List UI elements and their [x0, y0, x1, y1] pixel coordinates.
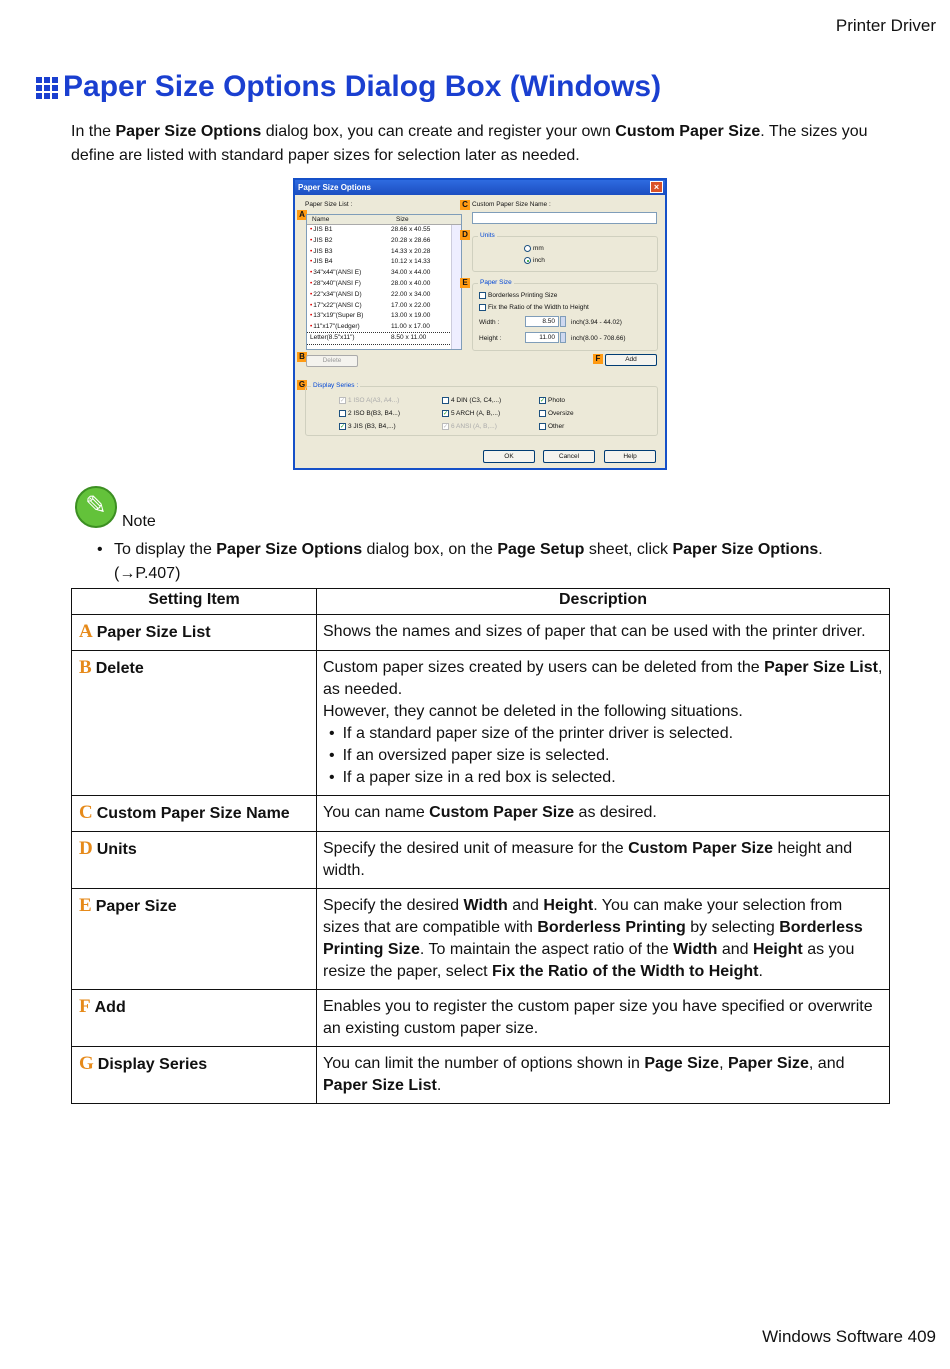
- item-name: Paper Size List: [96, 624, 211, 641]
- item-cell: [72, 651, 317, 796]
- list-item-size: 14.33 x 20.28: [391, 247, 431, 255]
- note-label: Note: [122, 513, 156, 530]
- delete-button[interactable]: Delete: [306, 355, 358, 367]
- note-span: .: [818, 541, 823, 558]
- list-item-size: 13.00 x 19.00: [391, 312, 431, 320]
- col-setting-item: Setting Item: [72, 589, 317, 615]
- settings-table: [71, 588, 890, 1104]
- desc-bold: Height: [752, 941, 803, 958]
- item-cell: [72, 796, 317, 832]
- paper-size-group: [472, 279, 658, 351]
- checkbox-icon: [479, 292, 486, 299]
- item-name: Custom Paper Size Name: [96, 805, 290, 822]
- series-label: 1 ISO A(A3, A4...): [348, 397, 400, 405]
- paper-size-options-dialog: [293, 178, 667, 470]
- desc-span: by selecting: [685, 919, 780, 936]
- note-text: [97, 538, 897, 586]
- intro-text: In the: [71, 123, 116, 140]
- col-description: Description: [317, 589, 890, 615]
- desc-line: However, they cannot be deleted in the following situations.: [323, 703, 743, 720]
- desc-span: Custom paper sizes created by users can be deleted from the: [323, 659, 765, 676]
- desc-cell: [317, 889, 890, 990]
- checkbox-icon: [539, 410, 546, 417]
- page-footer: Windows Software 409: [762, 1327, 936, 1346]
- red-dot-icon: •: [310, 226, 313, 233]
- marker-g: G: [298, 380, 306, 389]
- running-header: Printer Driver: [835, 16, 936, 35]
- list-item-name-text: 28"x40"(ANSI F): [313, 279, 361, 287]
- marker-f: F: [593, 354, 603, 364]
- desc-span: , and: [808, 1055, 845, 1072]
- desc-bold: Paper Size List: [764, 659, 878, 676]
- item-cell: [72, 832, 317, 889]
- list-item-name-text: Letter(8.5"x11"): [310, 333, 355, 341]
- desc-cell: [317, 651, 890, 796]
- checkbox-icon: [442, 397, 449, 404]
- list-item-size: 28.66 x 40.55: [391, 226, 431, 233]
- custom-name-label: Custom Paper Size Name :: [472, 201, 551, 208]
- note-pencil-icon: [75, 486, 117, 528]
- desc-span: . To maintain the aspect ratio of the: [419, 941, 674, 958]
- desc-bold: Height: [543, 897, 594, 914]
- list-item-size: 34.00 x 44.00: [391, 269, 431, 277]
- desc-span: ,: [719, 1055, 728, 1072]
- table-row: [72, 796, 890, 832]
- list-item-name: [307, 225, 391, 236]
- close-icon[interactable]: ×: [650, 181, 663, 193]
- desc-bold: Width: [463, 897, 508, 914]
- note-bold: Paper Size Options: [672, 541, 819, 558]
- list-item-size: 11.00 x 17.00: [391, 323, 430, 331]
- series-checkbox[interactable]: [442, 397, 501, 404]
- desc-cell: Enables you to register the custom paper size you have specified or overwrite an existing custom paper size.: [317, 990, 890, 1047]
- marker-d: D: [460, 230, 470, 240]
- page-title-row: [36, 70, 661, 104]
- desc-cell: Shows the names and sizes of paper that can be used with the printer driver.: [317, 615, 890, 651]
- list-item-name-text: JIS B3: [313, 247, 333, 255]
- intro-bold: Custom Paper Size: [615, 123, 761, 140]
- series-label: 2 ISO B(B3, B4...): [348, 410, 401, 418]
- item-name: Add: [94, 999, 126, 1016]
- list-item-name: [307, 311, 391, 322]
- checkbox-icon: ✓: [443, 424, 449, 430]
- note-span: dialog box, on the: [362, 541, 498, 558]
- item-letter: E: [79, 895, 92, 916]
- list-item-name: [307, 279, 391, 290]
- list-item-name-text: JIS B2: [313, 236, 333, 244]
- note-bold: Paper Size Options: [216, 541, 363, 558]
- desc-cell: [317, 1047, 890, 1104]
- checkbox-icon: ✓: [443, 411, 449, 417]
- series-label: 3 JIS (B3, B4,...): [348, 423, 396, 431]
- desc-bold: Paper Size List: [323, 1077, 437, 1094]
- cancel-button[interactable]: Cancel: [543, 450, 595, 463]
- series-checkbox[interactable]: [442, 423, 497, 430]
- desc-bold: Borderless Printing: [537, 919, 686, 936]
- list-item[interactable]: [307, 279, 461, 290]
- desc-span: and: [507, 897, 544, 914]
- series-checkbox[interactable]: [442, 410, 500, 417]
- desc-line: [323, 657, 883, 701]
- checkbox-icon: ✓: [340, 398, 346, 404]
- intro-text: . The sizes you define are listed with standard paper sizes for selection later as needed.: [71, 123, 868, 164]
- unit-inch-radio[interactable]: [524, 257, 545, 264]
- table-row: [72, 832, 890, 889]
- desc-span: Specify the desired unit of measure for the: [323, 840, 629, 857]
- height-input[interactable]: 11.00: [525, 332, 559, 343]
- intro-bold: Paper Size Options: [115, 123, 262, 140]
- desc-span: . You can make your selection from sizes that are compatible with: [323, 897, 843, 936]
- item-name: Delete: [95, 660, 144, 677]
- checkbox-icon: [339, 410, 346, 417]
- borderless-label: Borderless Printing Size: [488, 292, 558, 300]
- list-item-size: 8.50 x 11.00: [391, 333, 427, 341]
- list-item[interactable]: [307, 290, 461, 301]
- red-dot-icon: •: [310, 247, 313, 255]
- marker-a: A: [297, 210, 307, 220]
- fix-ratio-checkbox[interactable]: [479, 304, 589, 311]
- series-checkbox[interactable]: [339, 410, 400, 417]
- table-row: [72, 990, 890, 1047]
- display-series-group: [305, 382, 658, 436]
- list-item-name: [307, 257, 391, 268]
- radio-icon: [524, 245, 531, 252]
- width-label: Width :: [479, 319, 500, 326]
- note-page-ref: (→P.407): [114, 565, 181, 582]
- page-title: Paper Size Options Dialog Box (Windows): [63, 70, 662, 103]
- desc-bold: Borderless Printing Size: [323, 919, 863, 958]
- list-item[interactable]: [307, 333, 461, 344]
- desc-span: height and width.: [323, 840, 853, 879]
- marker-e: E: [460, 278, 470, 288]
- item-cell: [72, 1047, 317, 1104]
- desc-span: .: [758, 963, 763, 980]
- series-checkbox[interactable]: [539, 397, 565, 404]
- table-row: [72, 651, 890, 796]
- desc-bold: Custom Paper Size: [628, 840, 773, 857]
- desc-bullet: • If an oversized paper size is selected.: [323, 745, 883, 767]
- list-item-name: [307, 333, 391, 344]
- red-dot-icon: •: [310, 236, 313, 244]
- unit-inch-label: inch: [533, 257, 545, 265]
- item-cell: [72, 889, 317, 990]
- paper-size-list[interactable]: [306, 214, 462, 350]
- list-item-name: [307, 236, 391, 247]
- list-item-name: [307, 268, 391, 279]
- note-span: sheet, click: [584, 541, 673, 558]
- red-dot-icon: •: [310, 312, 313, 320]
- desc-bold: Custom Paper Size: [429, 804, 575, 821]
- height-spinner-icon[interactable]: [560, 332, 566, 343]
- unit-mm-radio[interactable]: [524, 245, 544, 252]
- red-dot-icon: •: [310, 279, 313, 287]
- desc-cell: [317, 832, 890, 889]
- section-grid-icon: [36, 77, 58, 99]
- borderless-checkbox[interactable]: [479, 292, 557, 299]
- units-group: [472, 232, 658, 272]
- item-name: Units: [96, 841, 137, 858]
- item-letter: D: [79, 838, 93, 859]
- series-label: 4 DIN (C3, C4,...): [451, 397, 502, 405]
- note-bold: Page Setup: [497, 541, 585, 558]
- desc-bold: Width: [673, 941, 718, 958]
- height-range: inch(8.00 - 708.66): [571, 335, 626, 342]
- help-button[interactable]: Help: [604, 450, 656, 463]
- list-item[interactable]: [307, 301, 461, 312]
- list-item-name-text: JIS B4: [313, 258, 333, 266]
- list-item-name: [307, 322, 391, 333]
- table-row: [72, 889, 890, 990]
- checkbox-icon: ✓: [340, 424, 346, 430]
- red-dot-icon: •: [310, 323, 313, 331]
- radio-icon: [524, 257, 531, 264]
- marker-b: B: [297, 352, 307, 362]
- series-label: 5 ARCH (A, B,...): [451, 410, 501, 418]
- note-bullet-item: [97, 538, 897, 586]
- desc-bold: Paper Size: [727, 1055, 809, 1072]
- red-dot-icon: •: [310, 290, 313, 298]
- list-item-name-text: 17"x22"(ANSI C): [313, 301, 362, 309]
- desc-span: You can limit the number of options shown in: [323, 1055, 645, 1072]
- list-item-name-text: 11"x17"(Ledger): [313, 323, 360, 331]
- desc-bullet: • If a paper size in a red box is selected.: [323, 767, 883, 789]
- list-item-name: [307, 290, 391, 301]
- list-item[interactable]: [307, 225, 461, 236]
- desc-bold: Page Size: [644, 1055, 720, 1072]
- series-checkbox[interactable]: [539, 410, 574, 417]
- checkbox-icon: ✓: [540, 398, 546, 404]
- item-cell: [72, 615, 317, 651]
- item-cell: [72, 990, 317, 1047]
- bullet-glyph: •: [97, 541, 103, 558]
- item-name: Display Series: [97, 1056, 208, 1073]
- series-checkbox[interactable]: [539, 423, 564, 430]
- item-letter: G: [79, 1053, 94, 1074]
- note-span: To display the: [114, 541, 217, 558]
- item-letter: F: [79, 996, 91, 1017]
- list-item-name: [307, 301, 391, 312]
- item-letter: B: [79, 657, 92, 678]
- dialog-titlebar: [295, 180, 665, 195]
- red-dot-icon: •: [310, 269, 313, 277]
- paper-size-label: Paper Size: [480, 279, 512, 286]
- list-item[interactable]: [307, 311, 461, 322]
- red-dot-icon: •: [310, 301, 313, 309]
- col-size[interactable]: Size: [396, 216, 409, 223]
- list-item[interactable]: [307, 322, 461, 333]
- table-row: [72, 615, 890, 651]
- list-item[interactable]: [307, 247, 461, 258]
- dialog-title: Paper Size Options: [298, 183, 371, 192]
- height-label: Height :: [479, 335, 502, 342]
- list-item-name-text: 22"x34"(ANSI D): [313, 290, 362, 298]
- list-item-size: 17.00 x 22.00: [391, 301, 431, 309]
- series-checkbox[interactable]: [339, 423, 396, 430]
- list-item[interactable]: [307, 257, 461, 268]
- list-item-name: [307, 247, 391, 258]
- custom-name-input[interactable]: [472, 212, 657, 224]
- marker-c: C: [460, 200, 470, 210]
- item-name: Paper Size: [95, 898, 177, 915]
- list-item-size: 10.12 x 14.33: [391, 258, 431, 266]
- col-name[interactable]: Name: [312, 216, 330, 223]
- width-spinner-icon[interactable]: [560, 316, 566, 327]
- units-label: Units: [480, 232, 495, 239]
- desc-span: as desired.: [574, 804, 657, 821]
- desc-cell: [317, 796, 890, 832]
- intro-text: dialog box, you can create and register your own: [261, 123, 616, 140]
- series-checkbox[interactable]: [339, 397, 399, 404]
- width-input[interactable]: 8.50: [525, 316, 559, 327]
- paper-size-list-label: Paper Size List :: [305, 201, 353, 208]
- ok-button[interactable]: OK: [483, 450, 535, 463]
- checkbox-icon: [539, 423, 546, 430]
- list-item-name-text: JIS B1: [313, 226, 333, 233]
- series-label: 6 ANSI (A, B,...): [451, 423, 497, 431]
- list-item-size: 22.00 x 34.00: [391, 290, 431, 298]
- desc-span: Specify the desired: [323, 897, 464, 914]
- table-header-row: [72, 589, 890, 615]
- desc-bullet: • If a standard paper size of the printer driver is selected.: [323, 723, 883, 745]
- intro-paragraph: [71, 120, 901, 168]
- list-item[interactable]: [307, 268, 461, 279]
- series-label: Other: [548, 423, 565, 431]
- list-item[interactable]: [307, 236, 461, 247]
- checkbox-icon: [479, 304, 486, 311]
- desc-span: and: [717, 941, 753, 958]
- series-label: Oversize: [548, 410, 574, 418]
- desc-span: , as needed.: [323, 659, 883, 698]
- fix-ratio-label: Fix the Ratio of the Width to Height: [488, 304, 589, 312]
- add-button[interactable]: Add: [605, 354, 657, 366]
- item-letter: C: [79, 802, 93, 823]
- list-item-name-text: 34"x44"(ANSI E): [313, 269, 362, 277]
- list-header: [307, 215, 461, 225]
- series-label: Photo: [548, 397, 565, 405]
- desc-span: You can name: [323, 804, 430, 821]
- desc-bold: Fix the Ratio of the Width to Height: [491, 963, 759, 980]
- red-dot-icon: •: [310, 258, 313, 266]
- list-item-name-text: 13"x19"(Super B): [313, 312, 364, 320]
- item-letter: A: [79, 621, 93, 642]
- desc-span: .: [436, 1077, 442, 1094]
- list-item-size: 28.00 x 40.00: [391, 279, 431, 287]
- list-item-size: 20.28 x 28.66: [391, 236, 431, 244]
- display-series-label: Display Series :: [313, 382, 359, 389]
- table-row: [72, 1047, 890, 1104]
- desc-span: as you resize the paper, select: [323, 941, 855, 980]
- width-range: inch(3.94 - 44.02): [571, 319, 622, 326]
- unit-mm-label: mm: [533, 245, 544, 253]
